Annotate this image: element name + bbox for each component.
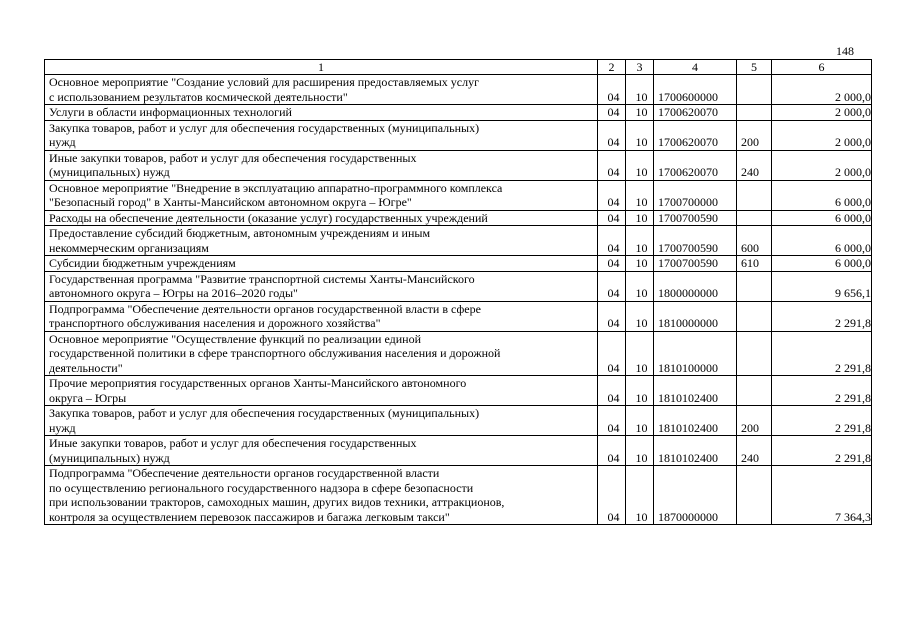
row-expense-type [737,271,772,301]
row-name: Предоставление субсидий бюджетным, автономным учреждениям и иным некоммерческим организациям [45,226,598,256]
row-subsection: 10 [626,331,654,376]
row-target-article: 1810000000 [654,301,737,331]
row-expense-type [737,180,772,210]
row-section: 04 [598,301,626,331]
row-subsection: 10 [626,376,654,406]
row-expense-type: 610 [737,256,772,272]
row-amount: 2 000,0 [772,105,872,121]
row-section: 04 [598,105,626,121]
row-amount: 2 291,8 [772,376,872,406]
row-target-article: 1700620070 [654,150,737,180]
table-row [45,226,872,256]
row-subsection: 10 [626,105,654,121]
row-target-article: 1700700590 [654,256,737,272]
row-expense-type [737,466,772,525]
row-name: Прочие мероприятия государственных органов Ханты-Мансийского автономного округа – Югры [45,376,598,406]
row-subsection: 10 [626,180,654,210]
row-name: Основное мероприятие "Внедрение в эксплуатацию аппаратно-программного комплекса "Безопасный город" в Ханты-Мансийском автономном округа – Югре" [45,180,598,210]
row-subsection: 10 [626,436,654,466]
row-subsection: 10 [626,256,654,272]
row-name: Услуги в области информационных технологий [45,105,598,121]
row-amount: 2 291,8 [772,436,872,466]
row-subsection: 10 [626,301,654,331]
row-section: 04 [598,210,626,226]
row-target-article: 1700700000 [654,180,737,210]
table-row [45,75,872,105]
row-name: Иные закупки товаров, работ и услуг для обеспечения государственных (муниципальных) нужд [45,436,598,466]
row-amount: 2 000,0 [772,150,872,180]
row-amount: 2 000,0 [772,120,872,150]
col-header-4: 4 [654,60,737,75]
row-target-article: 1800000000 [654,271,737,301]
table-row [45,301,872,331]
row-name: Субсидии бюджетным учреждениям [45,256,598,272]
table-row [45,406,872,436]
row-expense-type [737,210,772,226]
col-header-3: 3 [626,60,654,75]
row-amount: 2 000,0 [772,75,872,105]
table-row [45,436,872,466]
row-section: 04 [598,406,626,436]
row-expense-type: 240 [737,436,772,466]
row-expense-type [737,331,772,376]
row-name: Расходы на обеспечение деятельности (оказание услуг) государственных учреждений [45,210,598,226]
row-section: 04 [598,331,626,376]
row-target-article: 1810102400 [654,406,737,436]
row-subsection: 10 [626,271,654,301]
row-amount: 7 364,3 [772,466,872,525]
col-header-1: 1 [45,60,598,75]
budget-table [44,59,872,525]
row-expense-type: 600 [737,226,772,256]
row-target-article: 1700700590 [654,226,737,256]
table-row [45,105,872,121]
table-row [45,150,872,180]
row-expense-type: 200 [737,120,772,150]
row-target-article: 1700700590 [654,210,737,226]
row-amount: 6 000,0 [772,226,872,256]
row-section: 04 [598,150,626,180]
col-header-2: 2 [598,60,626,75]
row-name: Подпрограмма "Обеспечение деятельности органов государственной власти в сфере транспортного обслуживания населения и дорожного хозяйства" [45,301,598,331]
row-name: Иные закупки товаров, работ и услуг для обеспечения государственных (муниципальных) нужд [45,150,598,180]
table-row [45,271,872,301]
row-target-article: 1700620070 [654,120,737,150]
row-amount: 2 291,8 [772,301,872,331]
row-expense-type [737,75,772,105]
row-name: Закупка товаров, работ и услуг для обеспечения государственных (муниципальных) нужд [45,406,598,436]
row-amount: 2 291,8 [772,406,872,436]
row-subsection: 10 [626,210,654,226]
row-subsection: 10 [626,406,654,436]
row-subsection: 10 [626,75,654,105]
row-section: 04 [598,226,626,256]
header-row [45,60,872,75]
row-target-article: 1810102400 [654,436,737,466]
row-expense-type [737,376,772,406]
row-section: 04 [598,120,626,150]
col-header-6: 6 [772,60,872,75]
row-section: 04 [598,376,626,406]
row-target-article: 1810100000 [654,331,737,376]
row-target-article: 1870000000 [654,466,737,525]
row-subsection: 10 [626,226,654,256]
table-row [45,376,872,406]
row-name: Подпрограмма "Обеспечение деятельности органов государственной власти по осуществлению регионального государственного надзора в сфере безопасности при использовании тракторов, самоходных машин, других видов техники, аттракционов, контроля за осуществлением перевозок пассажиров и багажа легковым такси" [45,466,598,525]
row-expense-type [737,105,772,121]
row-amount: 6 000,0 [772,210,872,226]
row-section: 04 [598,180,626,210]
row-name: Государственная программа "Развитие транспортной системы Ханты-Мансийского автономного округа – Югры на 2016–2020 годы" [45,271,598,301]
table-row [45,180,872,210]
row-section: 04 [598,436,626,466]
row-section: 04 [598,271,626,301]
row-target-article: 1700600000 [654,75,737,105]
row-name: Закупка товаров, работ и услуг для обеспечения государственных (муниципальных) нужд [45,120,598,150]
row-name: Основное мероприятие "Создание условий для расширения предоставляемых услуг с использованием результатов космической деятельности" [45,75,598,105]
row-section: 04 [598,256,626,272]
row-target-article: 1700620070 [654,105,737,121]
table-row [45,331,872,376]
row-subsection: 10 [626,150,654,180]
row-amount: 6 000,0 [772,180,872,210]
row-name: Основное мероприятие "Осуществление функций по реализации единой государственной политики в сфере транспортного обслуживания населения и дорожной деятельности" [45,331,598,376]
page-number: 148 [836,44,854,58]
row-amount: 2 291,8 [772,331,872,376]
col-header-5: 5 [737,60,772,75]
row-amount: 6 000,0 [772,256,872,272]
table-row [45,256,872,272]
row-expense-type: 200 [737,406,772,436]
row-subsection: 10 [626,120,654,150]
row-subsection: 10 [626,466,654,525]
row-section: 04 [598,75,626,105]
row-amount: 9 656,1 [772,271,872,301]
row-section: 04 [598,466,626,525]
table-row [45,466,872,525]
row-expense-type [737,301,772,331]
table-row [45,210,872,226]
row-target-article: 1810102400 [654,376,737,406]
table-row [45,120,872,150]
row-expense-type: 240 [737,150,772,180]
